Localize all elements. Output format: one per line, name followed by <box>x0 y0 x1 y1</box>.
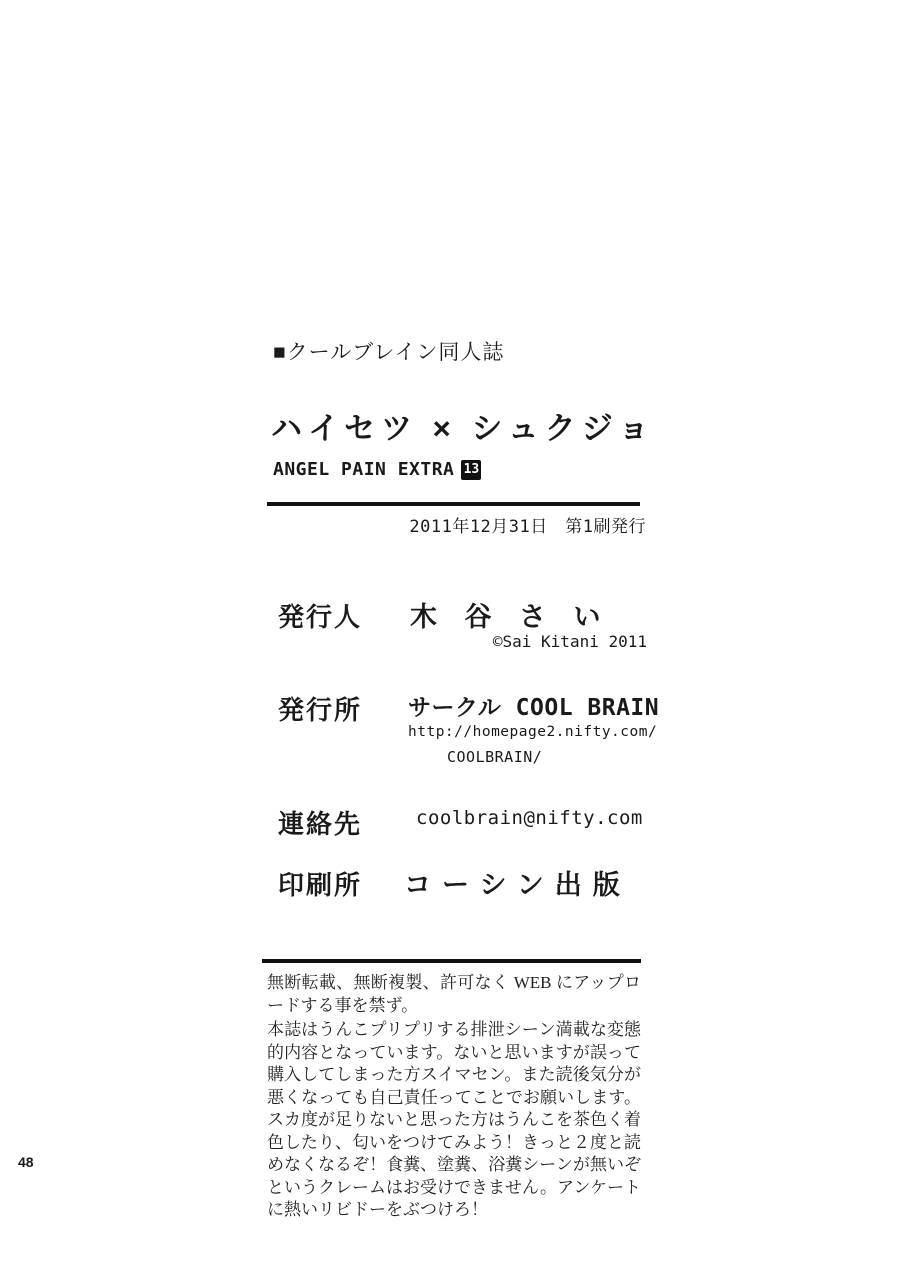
publisher-row-label: 発行人 <box>278 602 363 632</box>
series-name: ANGEL PAIN EXTRA <box>273 459 455 480</box>
book-title: ハイセツ × シュクジョ <box>271 411 656 446</box>
title-divider-rule <box>267 502 640 506</box>
disclaimer-divider-rule <box>262 959 641 963</box>
disclaimer-paragraph-1: 無断転載、無断複製、許可なく WEB にアップロードする事を禁ず。 <box>267 973 641 1015</box>
contact-email: coolbrain@nifty.com <box>416 807 643 829</box>
print-date: 2011年12月31日 第1刷発行 <box>409 517 646 537</box>
circle-url-line2: COOLBRAIN/ <box>447 748 543 766</box>
copyright-note: ©Sai Kitani 2011 <box>492 632 647 651</box>
circle-name: サークル COOL BRAIN <box>408 695 660 721</box>
publisher-name: 木 谷 さ い <box>410 602 611 632</box>
page-number: 48 <box>18 1154 34 1170</box>
circle-url-line1: http://homepage2.nifty.com/ <box>408 724 658 740</box>
series-line <box>273 459 481 480</box>
series-number-badge: 13 <box>461 460 481 480</box>
contact-row-label: 連絡先 <box>278 809 363 839</box>
printer-row-label: 印刷所 <box>278 870 363 900</box>
disclaimer-paragraph-2: 本誌はうんこプリプリする排泄シーン満載な変態的内容となっています。ないと思いますが誤って購入してしまった方スイマセン。また読後気分が悪くなっても自己責任ってことでお願いします。スカ度が足りないと思った方はうんこを茶色く着色したり、匂いをつけてみよう！きっと２度と読めなくなるぞ！食糞、塗糞、浴糞シーンが無いぞというクレームはお受けできません。アンケートに熱いリビドーをぶつけろ！ <box>267 1020 641 1219</box>
circle-category-label: ■クールブレイン同人誌 <box>273 341 505 364</box>
disclaimer-box <box>267 972 641 1222</box>
circle-row-label: 発行所 <box>278 695 363 725</box>
printer-name: コーシン出版 <box>404 870 631 900</box>
